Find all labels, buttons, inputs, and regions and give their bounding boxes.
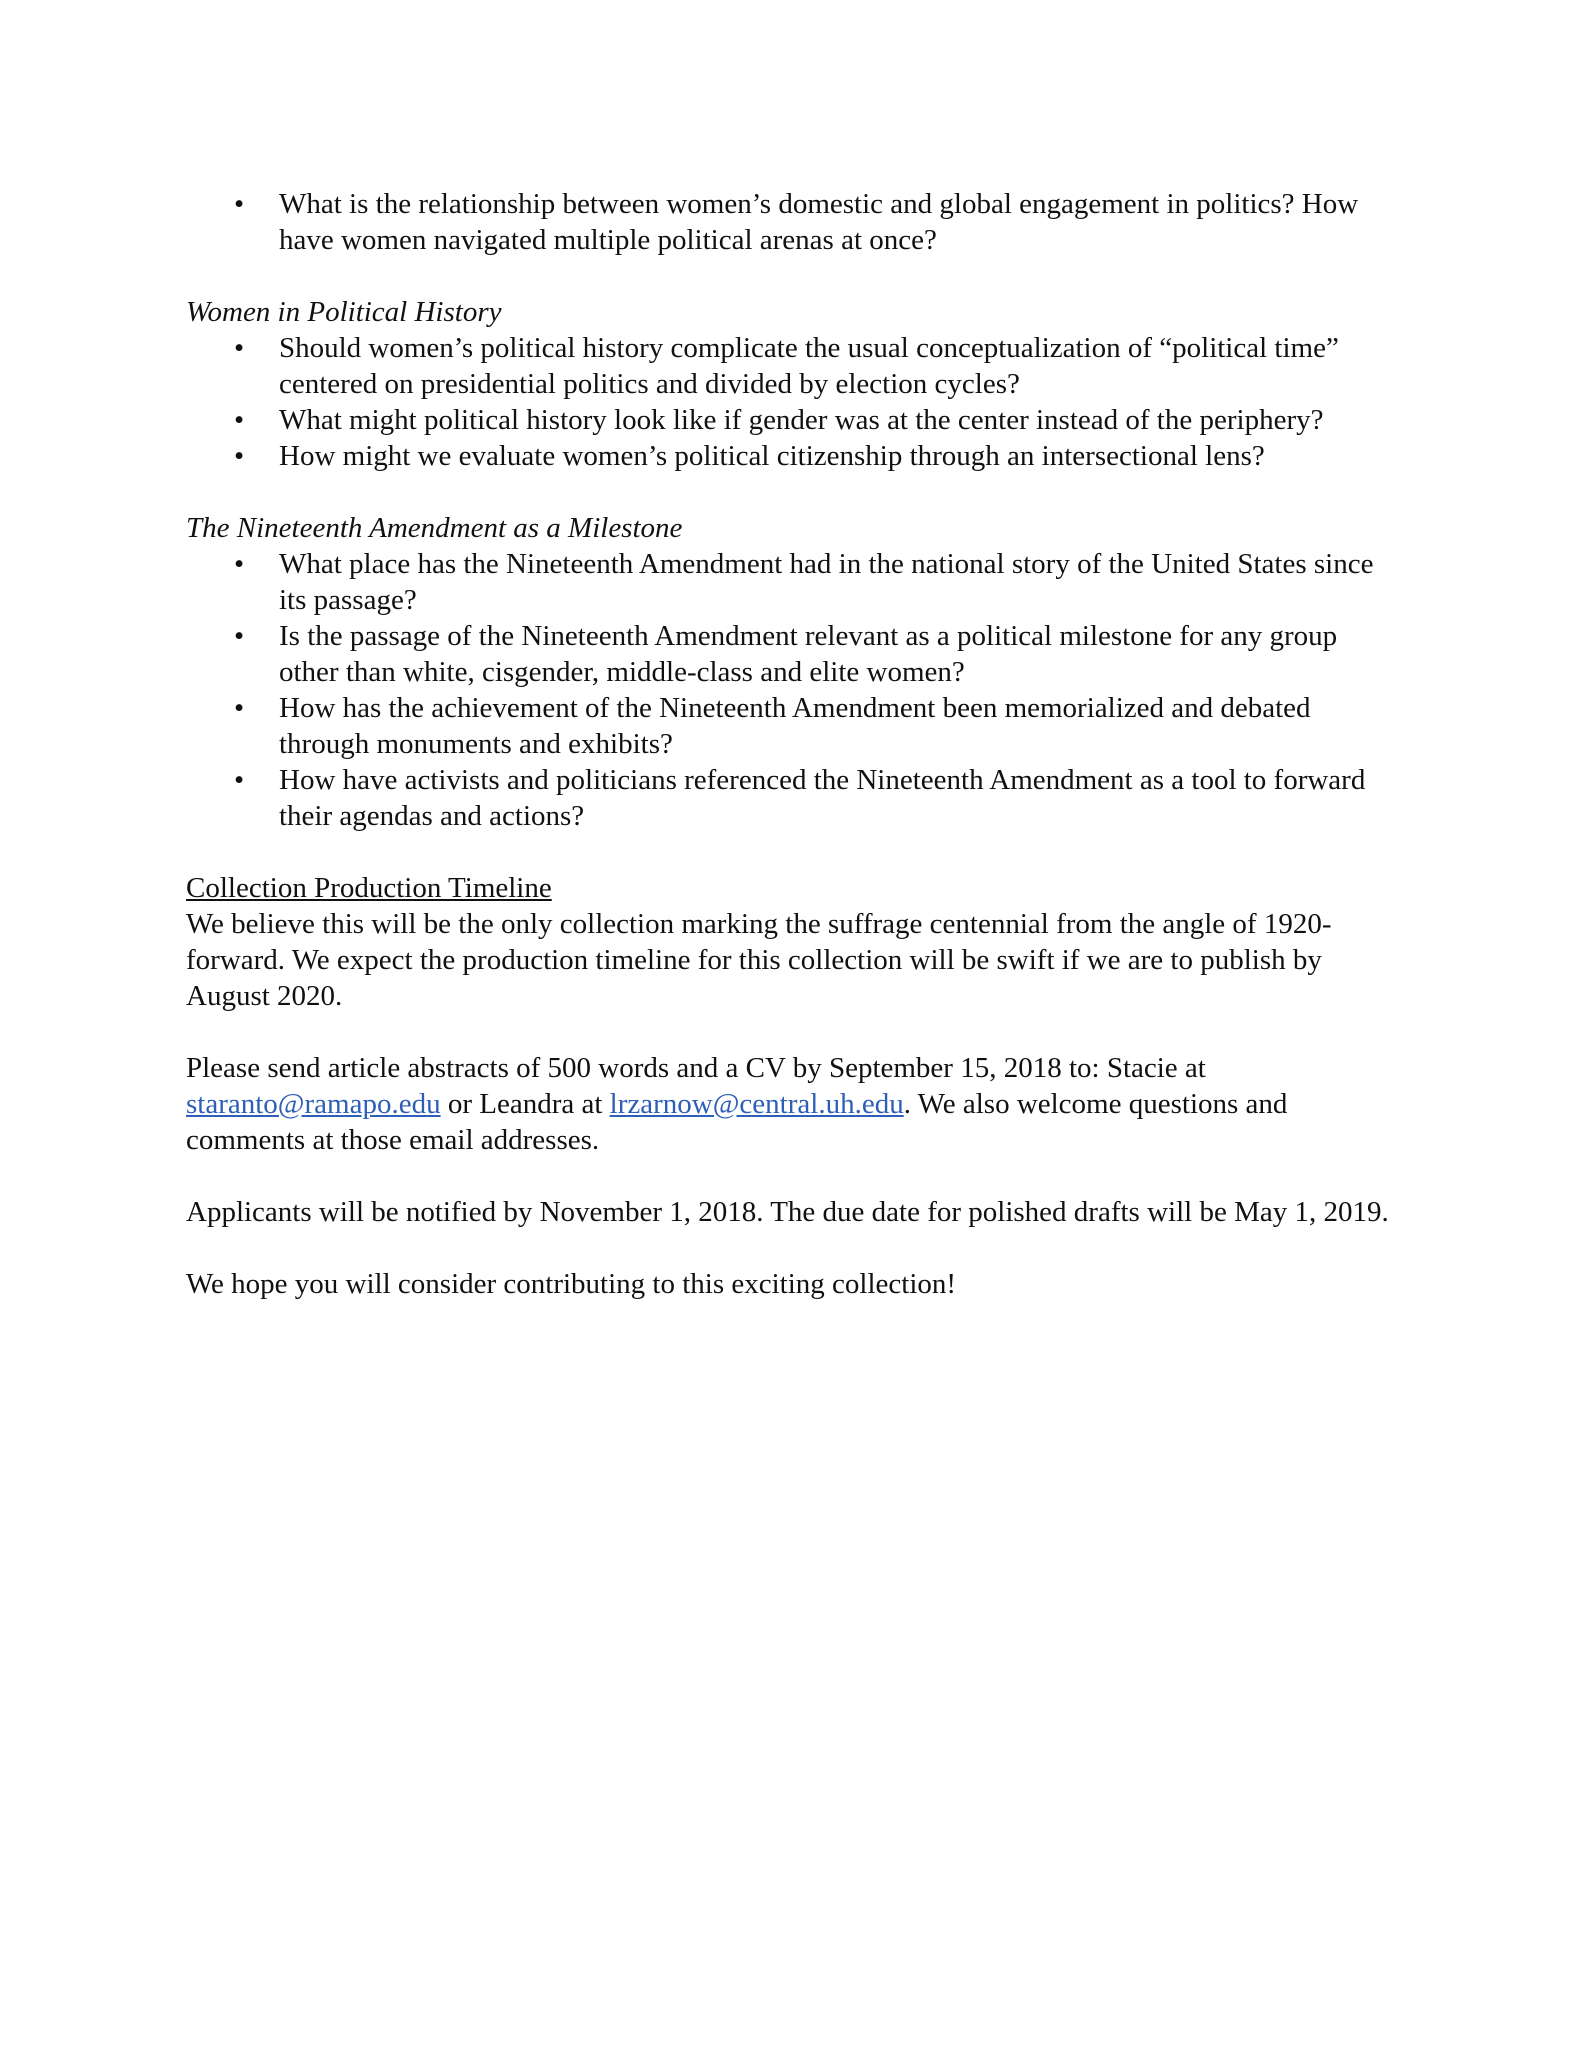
political-history-bullet-list	[186, 330, 1401, 474]
list-item	[186, 762, 1401, 834]
list-item-text: How has the achievement of the Nineteenth Amendment been memorialized and debated through monuments and exhibits?	[279, 692, 1311, 760]
list-item	[186, 330, 1401, 402]
list-item	[186, 438, 1401, 474]
bullet-icon: •	[234, 548, 245, 580]
spacer	[186, 834, 1401, 870]
list-item	[186, 186, 1401, 258]
bullet-icon: •	[234, 764, 245, 796]
submission-text-after: . We also welcome questions and comments at those email addresses.	[186, 1088, 1288, 1156]
bullet-icon: •	[234, 440, 245, 472]
list-item-text: How might we evaluate women’s political citizenship through an intersectional lens?	[279, 440, 1265, 472]
submission-text-before: Please send article abstracts of 500 words and a CV by September 15, 2018 to: Stacie at	[186, 1052, 1206, 1084]
list-item	[186, 690, 1401, 762]
document-page	[186, 186, 1401, 1302]
submission-paragraph	[186, 1050, 1401, 1158]
list-item-text: What is the relationship between women’s domestic and global engagement in politics? How have women navigated multiple political arenas at once?	[279, 188, 1359, 256]
timeline-paragraph: We believe this will be the only collection marking the suffrage centennial from the angle of 1920-forward. We expect the production timeline for this collection will be swift if we are to publish by August 2020.	[186, 908, 1332, 1012]
bullet-icon: •	[234, 404, 245, 436]
spacer	[186, 1158, 1401, 1194]
list-item-text: How have activists and politicians referenced the Nineteenth Amendment as a tool to forward their agendas and actions?	[279, 764, 1366, 832]
email-link-leandra[interactable]: lrzarnow@central.uh.edu	[609, 1088, 904, 1120]
spacer	[186, 474, 1401, 510]
dates-paragraph: Applicants will be notified by November 1, 2018. The due date for polished drafts will be May 1, 2019.	[186, 1196, 1389, 1228]
spacer	[186, 258, 1401, 294]
submission-text-middle: or Leandra at	[440, 1088, 610, 1120]
list-item	[186, 618, 1401, 690]
milestone-bullet-list	[186, 546, 1401, 834]
bullet-icon: •	[234, 188, 245, 220]
list-item-text: What might political history look like if gender was at the center instead of the periphery?	[279, 404, 1324, 436]
section-heading-timeline: Collection Production Timeline	[186, 872, 552, 904]
list-item-text: What place has the Nineteenth Amendment had in the national story of the United States since its passage?	[279, 548, 1374, 616]
list-item-text: Should women’s political history complicate the usual conceptualization of “political time” centered on presidential politics and divided by election cycles?	[279, 332, 1339, 400]
closing-paragraph: We hope you will consider contributing to this exciting collection!	[186, 1268, 957, 1300]
spacer	[186, 1230, 1401, 1266]
bullet-icon: •	[234, 620, 245, 652]
list-item	[186, 546, 1401, 618]
email-link-stacie[interactable]: staranto@ramapo.edu	[186, 1088, 441, 1120]
spacer	[186, 1014, 1401, 1050]
bullet-icon: •	[234, 692, 245, 724]
intro-bullet-list	[186, 186, 1401, 258]
section-heading-political-history: Women in Political History	[186, 296, 502, 328]
list-item	[186, 402, 1401, 438]
section-heading-milestone: The Nineteenth Amendment as a Milestone	[186, 512, 683, 544]
list-item-text: Is the passage of the Nineteenth Amendment relevant as a political milestone for any group other than white, cisgender, middle-class and elite women?	[279, 620, 1338, 688]
bullet-icon: •	[234, 332, 245, 364]
